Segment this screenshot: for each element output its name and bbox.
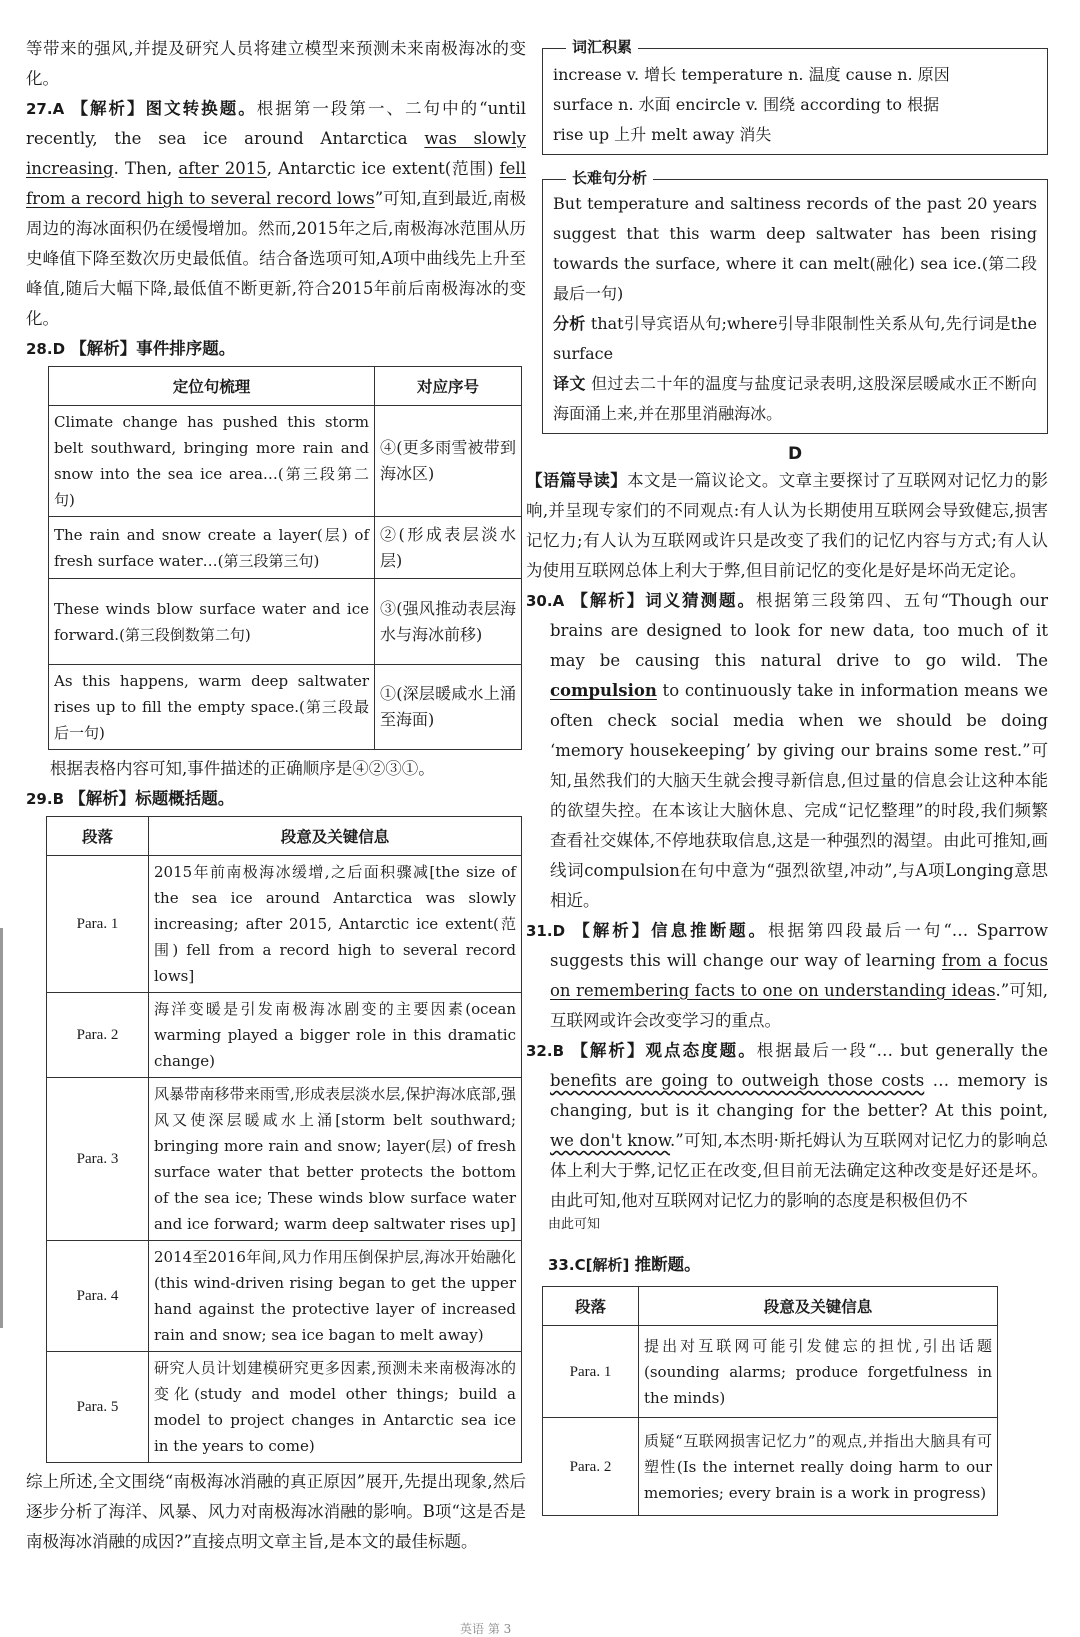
q33-number: 33.C (548, 1256, 586, 1274)
q28-conclusion: 根据表格内容可知,事件描述的正确顺序是④②③①。 (50, 759, 435, 778)
vocab-line: increase v. 增长 temperature n. 温度 cause n. 原因 (553, 65, 950, 84)
table-row (47, 993, 522, 1078)
q27-underline-2: after 2015 (178, 159, 267, 178)
q28-type: 事件排序题。 (136, 339, 236, 358)
passage-guide (526, 466, 1048, 586)
table-cell: Para. 4 (47, 1241, 149, 1352)
table-cell: Para. 2 (543, 1418, 639, 1516)
q30-underline: compulsion (550, 681, 657, 700)
analysis-label: 分析 (553, 314, 586, 333)
vocab-line: surface n. 水面 encircle v. 围绕 according to 根据 (553, 95, 940, 114)
table-header: 段落 (47, 817, 149, 856)
table-cell: Climate change has pushed this storm belt southward, bringing more rain and snow into the sea ice area…(第三段第二句) (49, 406, 375, 517)
page-footer: 英语 第 3 (460, 1622, 512, 1636)
table-row (47, 1352, 522, 1463)
guide-text: 本文是一篇议论文。文章主要探讨了互联网对记忆力的影响,并呈现专家们的不同观点:有人认为长期使用互联网会导致健忘,损害记忆力;有人认为互联网或许只是改变了我们的记忆内容与方式;有人认为使用互联网总体上利大于弊,但目前记忆的变化是好是坏尚无定论。 (526, 471, 1049, 580)
q32-underline-1: benefits are going to outweigh those costs (550, 1071, 925, 1090)
translation-label: 译文 (553, 374, 586, 393)
table-cell: Para. 1 (47, 856, 149, 993)
translation-text: 但过去二十年的温度与盐度记录表明,这股深层暖咸水正不断向海面涌上来,并在那里消融海冰。 (553, 374, 1037, 423)
vocab-section (542, 36, 1048, 155)
sentence-title: 长难句分析 (566, 167, 653, 188)
q27-text: , Antarctic ice extent(范围) (266, 159, 500, 178)
q32-text: 根据最后一段“… but generally the (756, 1041, 1049, 1060)
q32-text: … memory is changing, but is it changing for the better? At this point, (550, 1071, 1048, 1120)
table-cell: 2014至2016年间,风力作用压倒保护层,海冰开始融化(this wind-driven rising began to get the upper hand against the protective layer of increased rain and snow; sea ice bagan to melt away) (149, 1241, 522, 1352)
table-cell: 质疑“互联网损害记忆力”的观点,并指出大脑具有可塑性(Is the internet really doing harm to our memories; every brain is a work in progress) (639, 1418, 998, 1516)
table-header: 段落 (543, 1287, 639, 1326)
q31-text: 根据第四段最后一句“… Sparrow suggests this will change our way of learning (550, 921, 1049, 970)
sentence-box (542, 179, 1048, 434)
table-cell: Para. 3 (47, 1078, 149, 1241)
table-cell: ②(形成表层淡水层) (375, 517, 522, 579)
vocab-box (542, 48, 1048, 155)
q27-text: ”可知,直到最近,南极周边的海冰面积仍在缓慢增加。然而,2015年之后,南极海冰范围从历史峰值下降至数次历史最低值。结合备选项可知,A项中曲线先上升至峰值,随后大幅下降,最低值不断更新,符合2015年前后南极海冰的变化。 (26, 189, 526, 328)
q29-table (46, 816, 522, 1463)
table-cell: 提出对互联网可能引发健忘的担忧,引出话题(sounding alarms; produce forgetfulness in the minds) (639, 1326, 998, 1418)
page-edge-mark (0, 928, 3, 1328)
table-cell: 研究人员计划建模研究更多因素,预测未来南极海冰的变化(study and model other things; build a model to project changes in Antarctic sea ice in the years to come) (149, 1352, 522, 1463)
q30-text: to continuously take in information means we often check social media when we should be doing ‘memory housekeeping’ by giving our brains some rest.”可知,虽然我们的大脑天生就会搜寻新信息,但过量的信息会让这种本能的欲望失控。在本该让大脑休息、完成“记忆整理”的时段,我们频繁查看社交媒体,不停地获取信息,这是一种强烈的渴望。由此可推知,画线词compulsion在句中意为“强烈欲望,冲动”,与A项Longing意思相近。 (550, 681, 1048, 910)
q28-table (48, 366, 522, 750)
q28-tag: 【解析】 (70, 339, 137, 358)
q27-text: . Then, (113, 159, 179, 178)
q32-overlay-note: 由此可知 (548, 1217, 601, 1232)
table-row (47, 1078, 522, 1241)
vocab-line: rise up 上升 melt away 消失 (553, 125, 772, 144)
table-row (543, 1418, 998, 1516)
q27-type: 图文转换题。 (145, 99, 257, 118)
q30-type: 词义猜测题。 (645, 591, 756, 610)
section-letter: D (787, 444, 803, 464)
sentence-analysis-section (542, 167, 1048, 434)
q32-number: 32.B (526, 1042, 565, 1060)
table-cell: As this happens, warm deep saltwater rises up to fill the empty space.(第三段最后一句) (49, 665, 375, 750)
q27-block (26, 94, 526, 334)
q31-number: 31.D (526, 922, 566, 940)
table-cell: ③(强风推动表层海水与海冰前移) (375, 579, 522, 665)
table-cell: 风暴带南移带来雨雪,形成表层淡水层,保护海冰底部,强风又使深层暖咸水上涌[storm belt southward; bringing more rain and snow; layer(层) of fresh surface water that better protects the bottom of the sea ice; These winds blow surface water and ice forward; warm deep saltwater rises up] (149, 1078, 522, 1241)
table-row (543, 1326, 998, 1418)
q27-tag: 【解析】 (71, 99, 146, 118)
q30-tag: 【解析】 (571, 591, 646, 610)
vocab-title: 词汇积累 (566, 36, 638, 57)
q32-text: .”可知,本杰明·斯托姆认为互联网对记忆力的影响总体上利大于弊,记忆正在改变,但目前无法确定这种改变是好还是坏。由此可知,他对互联网对记忆力的影响的态度是积极但仍不 (550, 1131, 1048, 1210)
q29-tag: 【解析】 (69, 789, 136, 808)
q27-text: 根据第一段第一、二句中的“until recently, the sea ice around Antarctica (26, 99, 527, 148)
sentence-text: But temperature and saltiness records of the past 20 years suggest that this warm deep saltwater has been rising towards the surface, where it can melt(融化) sea ice.(第二段最后一句) (553, 194, 1037, 303)
q32-tag: 【解析】 (571, 1041, 646, 1060)
q31-text: .”可知,互联网或许会改变学习的重点。 (550, 981, 1048, 1030)
q28-number: 28.D (26, 340, 66, 358)
table-row (49, 406, 522, 517)
q30-number: 30.A (526, 592, 565, 610)
q28-block (26, 334, 526, 784)
guide-label: 【语篇导读】 (526, 471, 628, 490)
q27-number: 27.A (26, 100, 65, 118)
table-cell: The rain and snow create a layer(层) of fresh surface water…(第三段第三句) (49, 517, 375, 579)
q29-number: 29.B (26, 790, 65, 808)
table-cell: ④(更多雨雪被带到海冰区) (375, 406, 522, 517)
table-cell: Para. 5 (47, 1352, 149, 1463)
q30-text: 根据第三段第四、五句“Though our brains are designed to look for new data, too much of it may be causing this natural drive to go wild. The (550, 591, 1049, 670)
table-row (47, 856, 522, 993)
right-column (526, 0, 1049, 1516)
table-row (49, 517, 522, 579)
q33-tag: [解析] (585, 1256, 630, 1274)
intro-text: 等带来的强风,并提及研究人员将建立模型来预测未来南极海冰的变化。 (26, 39, 526, 88)
q31-tag: 【解析】 (573, 921, 652, 940)
q29-block (26, 784, 526, 1557)
q31-block (526, 916, 1049, 1036)
left-column (26, 0, 526, 1557)
table-cell: Para. 1 (543, 1326, 639, 1418)
q33-table (542, 1286, 998, 1516)
analysis-text: that引导宾语从句;where引导非限制性关系从句,先行词是the surface (553, 314, 1037, 363)
table-header: 段意及关键信息 (639, 1287, 998, 1326)
q33-type: 推断题。 (634, 1255, 701, 1274)
q33-block (542, 1250, 1048, 1516)
q32-underline-2: we don't know (550, 1131, 671, 1150)
table-row (49, 665, 522, 750)
q30-block (526, 586, 1049, 916)
table-row (47, 1241, 522, 1352)
table-cell: Para. 2 (47, 993, 149, 1078)
table-header: 段意及关键信息 (149, 817, 522, 856)
table-cell: 2015年前南极海冰缓增,之后面积骤减[the size of the sea ice around Antarctica was slowly increasing; after 2015, Antarctic ice extent(范围) fell from a record high to several record lows] (149, 856, 522, 993)
table-cell: 海洋变暖是引发南极海冰剧变的主要因素(ocean warming played a bigger role in this dramatic change) (149, 993, 522, 1078)
table-cell: ①(深层暖咸水上涌至海面) (375, 665, 522, 750)
q27-underline-1: was slowly increasing (26, 129, 526, 178)
q29-conclusion: 综上所述,全文围绕“南极海冰消融的真正原因”展开,先提出现象,然后逐步分析了海洋、风暴、风力对南极海冰消融的影响。B项“这是否是南极海冰消融的成因?”直接点明文章主旨,是本文的最佳标题。 (26, 1472, 526, 1551)
table-header: 对应序号 (375, 367, 522, 406)
table-cell: These winds blow surface water and ice forward.(第三段倒数第二句) (49, 579, 375, 665)
table-header: 定位句梳理 (49, 367, 375, 406)
q32-type: 观点态度题。 (645, 1041, 757, 1060)
q31-type: 信息推断题。 (651, 921, 769, 940)
table-row (49, 579, 522, 665)
q29-type: 标题概括题。 (135, 789, 235, 808)
q31-underline: from a focus on remembering facts to one on understanding ideas (550, 951, 1048, 1000)
q27-underline-3: fell from a record high to several record lows (26, 159, 526, 208)
q32-block (526, 1036, 1049, 1234)
